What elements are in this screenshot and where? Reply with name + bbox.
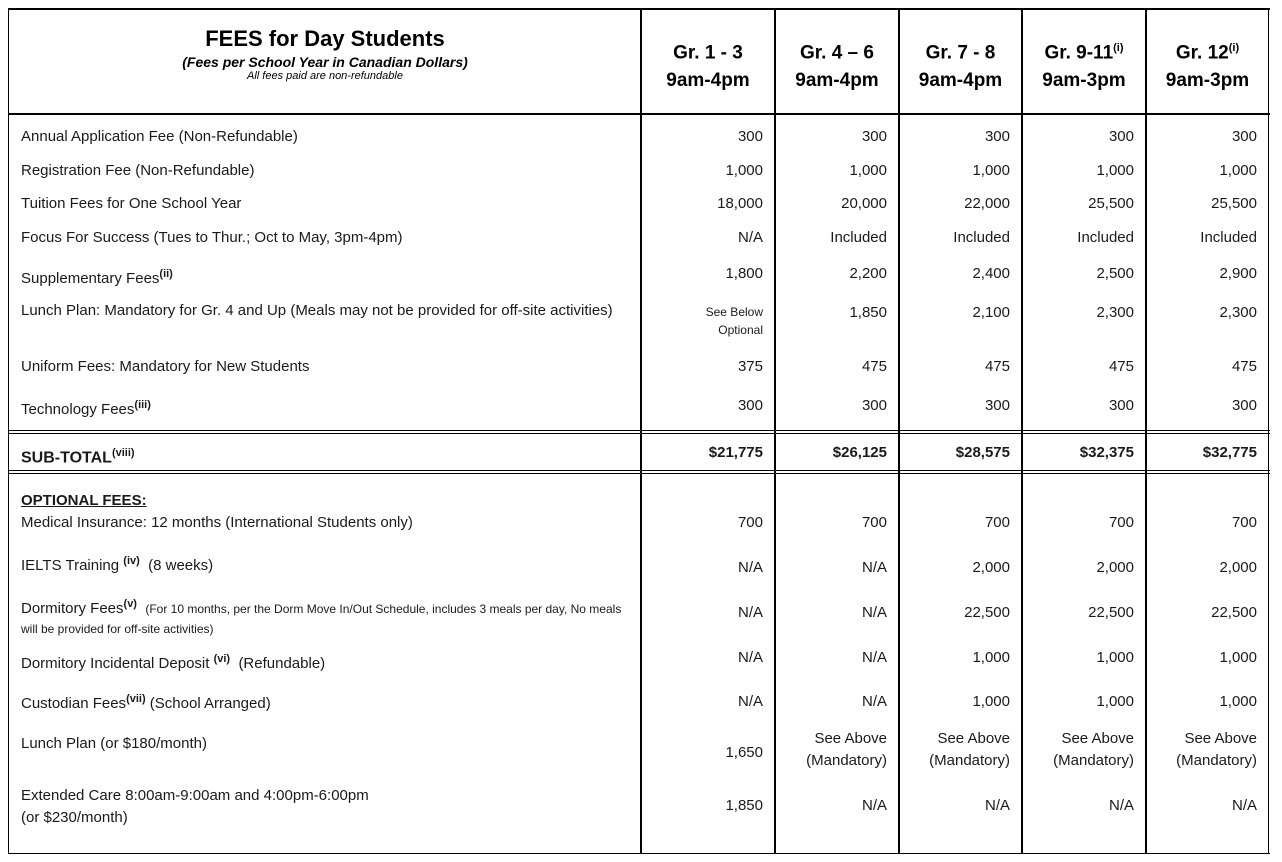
fee-value: 25,500 [1088, 195, 1134, 212]
optional-fees-heading: OPTIONAL FEES: [21, 492, 147, 509]
fee-value: 1,000 [725, 162, 763, 179]
fee-value: Included [1077, 229, 1134, 246]
optional-value: 2,000 [1096, 559, 1134, 576]
fee-value: 300 [1108, 397, 1134, 414]
optional-value: 700 [1231, 514, 1257, 531]
fee-value: 475 [1108, 358, 1134, 375]
optional-row-label: Dormitory Incidental Deposit $^{(vi)}$ (Refundable) [21, 653, 326, 672]
left-border [8, 8, 9, 854]
page-title: FEES for Day Students [205, 26, 445, 51]
optional-value: 1,000 [1219, 649, 1257, 666]
hours-label: 9am-4pm [795, 70, 879, 92]
optional-value: See Above (Mandatory) [1053, 730, 1134, 769]
optional-value: 1,000 [972, 693, 1010, 710]
optional-row-label: Custodian Fees$^{(vii)}$ (School Arranged) [21, 693, 271, 712]
optional-value: 700 [984, 514, 1010, 531]
fee-row-label: Uniform Fees: Mandatory for New Students [21, 358, 310, 375]
optional-value: N/A [861, 604, 887, 621]
fee-value: 300 [1231, 397, 1257, 414]
optional-value: 2,000 [972, 559, 1010, 576]
fee-value: N/A [737, 229, 763, 246]
hours-label: 9am-3pm [1165, 70, 1250, 92]
fee-value: 2,200 [849, 265, 887, 282]
fee-table [8, 8, 1270, 854]
top-border [8, 8, 1270, 10]
subtotal-value: $32,775 [1202, 444, 1257, 461]
fee-value: 300 [1231, 128, 1257, 145]
fee-value: 300 [984, 397, 1010, 414]
optional-value: N/A [737, 604, 763, 621]
subtotal-label: SUB-TOTAL$^{(viii)}$ [21, 447, 135, 467]
fee-value: 300 [861, 128, 887, 145]
fee-value: 300 [861, 397, 887, 414]
grade-label: Gr. 9-11 [1044, 42, 1114, 64]
footnote-marker: (iii) [134, 399, 151, 411]
fee-value: 2,300 [1219, 304, 1257, 321]
subtotal-bottom-border-inner [8, 470, 1270, 471]
optional-value: 700 [737, 514, 763, 531]
subtotal-value: $21,775 [708, 444, 763, 461]
grade-label: Gr. 12 [1175, 42, 1229, 64]
optional-value: See Above (Mandatory) [1176, 730, 1257, 769]
footnote-marker: (i) [1113, 42, 1124, 54]
optional-value: N/A [737, 649, 763, 666]
subtotal-value: $26,125 [832, 444, 887, 461]
optional-value: 22,500 [1088, 604, 1134, 621]
header-title-block [10, 26, 640, 82]
fee-value: Included [830, 229, 887, 246]
fee-value: 300 [984, 128, 1010, 145]
optional-row-label: IELTS Training $^{(iv)}$ (8 weeks) [21, 555, 214, 574]
optional-value: N/A [737, 559, 763, 576]
fee-value: 2,500 [1096, 265, 1134, 282]
subtotal-value: $32,375 [1079, 444, 1134, 461]
fee-value: 300 [1108, 128, 1134, 145]
fee-row-label: Lunch Plan: Mandatory for Gr. 4 and Up (Meals may not be provided for off-site activities) [21, 302, 613, 319]
column-header-gr9-11 [1023, 34, 1145, 95]
fee-value: 375 [737, 358, 763, 375]
footnote-marker: (vii) [126, 693, 146, 705]
optional-value: N/A [737, 693, 763, 710]
fee-value: See Below Optional [705, 305, 763, 337]
optional-value: 1,000 [1219, 693, 1257, 710]
optional-value: N/A [861, 797, 887, 814]
footnote-marker: (viii) [111, 447, 135, 459]
fee-row-label: Supplementary Fees$^{(ii)}$ [21, 268, 173, 287]
optional-value: N/A [861, 559, 887, 576]
optional-value: 1,000 [972, 649, 1010, 666]
column-header-gr12 [1147, 34, 1268, 95]
optional-value: 22,500 [964, 604, 1010, 621]
page-note: All fees paid are non-refundable [247, 70, 403, 82]
fee-value: 18,000 [717, 195, 763, 212]
column-header-gr4-6 [776, 34, 898, 95]
fee-value: Included [953, 229, 1010, 246]
optional-value: 700 [1108, 514, 1134, 531]
fee-value: Included [1200, 229, 1257, 246]
optional-value: 1,850 [725, 797, 763, 814]
optional-value: 22,500 [1211, 604, 1257, 621]
fee-value: 2,400 [972, 265, 1010, 282]
right-border [1268, 8, 1269, 854]
optional-row-label: Lunch Plan (or $180/month) [21, 735, 207, 752]
fee-value: 22,000 [964, 195, 1010, 212]
footnote-marker: (i) [1228, 42, 1240, 54]
fee-value: 1,000 [1219, 162, 1257, 179]
fee-row-label: Technology Fees$^{(iii)}$ [21, 399, 151, 418]
optional-value: 700 [861, 514, 887, 531]
fee-value: 300 [737, 128, 763, 145]
fee-value: 25,500 [1211, 195, 1257, 212]
fee-row-label: Focus For Success (Tues to Thur.; Oct to May, 3pm-4pm) [21, 229, 403, 246]
grade-label: Gr. 1 - 3 [673, 42, 743, 64]
optional-value: 1,000 [1096, 693, 1134, 710]
fee-value: 2,900 [1219, 265, 1257, 282]
column-header-gr1-3 [642, 34, 774, 95]
fee-value: 1,000 [1096, 162, 1134, 179]
fee-value: 20,000 [841, 195, 887, 212]
optional-value: N/A [1231, 797, 1257, 814]
subtotal-top-border-outer [8, 430, 1270, 431]
page-subtitle: (Fees per School Year in Canadian Dollars) [182, 54, 468, 70]
fee-value: 1,850 [849, 304, 887, 321]
fee-value: 1,000 [972, 162, 1010, 179]
optional-value: 1,650 [725, 744, 763, 761]
header-bottom-border [8, 113, 1270, 115]
grade-label: Gr. 4 – 6 [800, 42, 874, 64]
optional-value: N/A [1108, 797, 1134, 814]
optional-row-label: Dormitory Fees$^{(v)}$ (For 10 months, per the Dorm Move In/Out Schedule, includes 3 meals per day, No meals will be provided for off-site activities) [21, 598, 622, 636]
optional-value: N/A [984, 797, 1010, 814]
fee-value: 475 [984, 358, 1010, 375]
fee-value: 1,800 [725, 265, 763, 282]
footnote-marker: (v) [123, 598, 137, 610]
fee-row-label: Tuition Fees for One School Year [21, 195, 242, 212]
optional-value: 2,000 [1219, 559, 1257, 576]
fee-value: 300 [737, 397, 763, 414]
optional-value: N/A [861, 649, 887, 666]
footnote-marker: (vi) [213, 653, 231, 665]
fee-value: 475 [861, 358, 887, 375]
optional-value: See Above (Mandatory) [806, 730, 887, 769]
optional-row-label: Extended Care 8:00am-9:00am and 4:00pm-6:00pm (or $230/month) [21, 787, 369, 826]
optional-value: See Above (Mandatory) [929, 730, 1010, 769]
optional-value: N/A [861, 693, 887, 710]
subtotal-top-border-inner [8, 433, 1270, 434]
fee-value: 2,300 [1096, 304, 1134, 321]
footnote-marker: (ii) [159, 268, 173, 280]
subtotal-value: $28,575 [955, 444, 1010, 461]
column-header-gr7-8 [900, 34, 1021, 95]
fee-row-label: Registration Fee (Non-Refundable) [21, 162, 255, 179]
fee-row-label: Annual Application Fee (Non-Refundable) [21, 128, 298, 145]
hours-label: 9am-4pm [666, 70, 750, 92]
hours-label: 9am-3pm [1042, 70, 1126, 92]
optional-row-label: Medical Insurance: 12 months (International Students only) [21, 514, 413, 531]
fee-value: 2,100 [972, 304, 1010, 321]
fee-value: 475 [1231, 358, 1257, 375]
grade-label: Gr. 7 - 8 [925, 42, 996, 64]
subtotal-bottom-border-outer [8, 473, 1270, 474]
fee-value: 1,000 [849, 162, 887, 179]
footnote-marker: (iv) [123, 555, 140, 567]
optional-value: 1,000 [1096, 649, 1134, 666]
hours-label: 9am-4pm [918, 70, 1003, 92]
bottom-border [8, 853, 1270, 854]
